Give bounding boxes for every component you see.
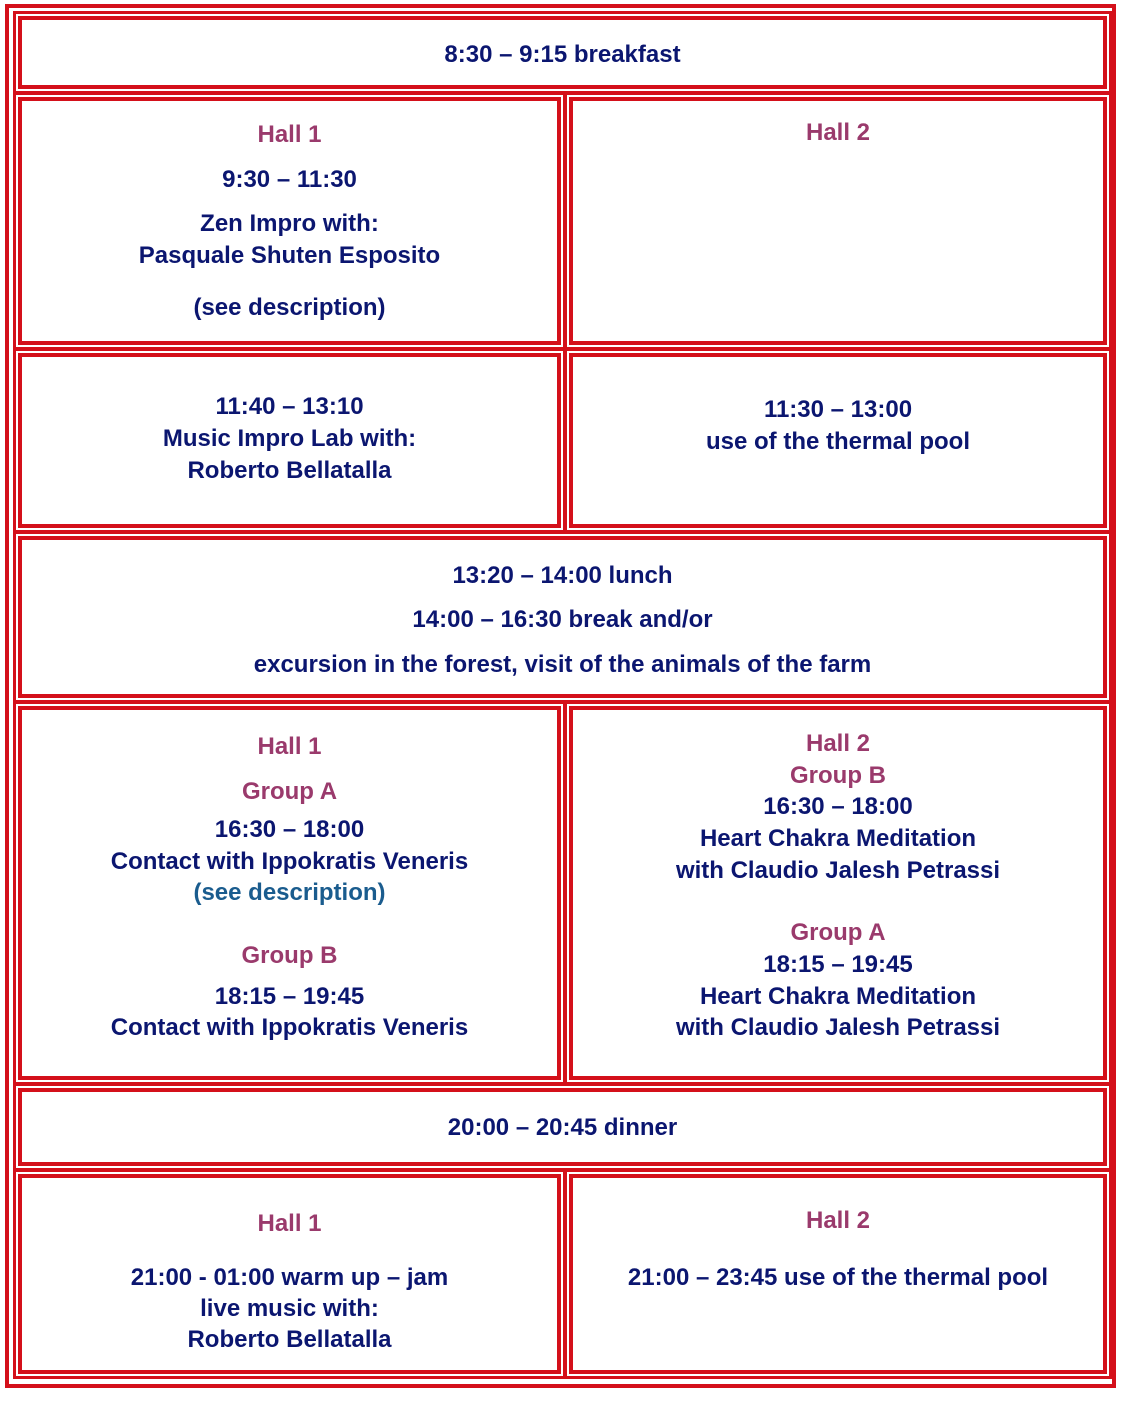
session-title: Heart Chakra Meditation xyxy=(699,983,977,1010)
hall-label: Hall 2 xyxy=(805,1207,871,1234)
group-label: Group A xyxy=(241,778,338,805)
afternoon-hall2-cell xyxy=(569,706,1107,1080)
group-label: Group A xyxy=(790,919,886,946)
session-title: Contact with Ippokratis Veneris xyxy=(110,848,469,875)
hall-label: Hall 2 xyxy=(805,119,871,146)
session-title: Zen Impro with: xyxy=(200,210,379,237)
morning-hall2-cell xyxy=(569,97,1107,345)
session-title: live music with: xyxy=(200,1295,379,1322)
hall-label: Hall 1 xyxy=(257,733,322,760)
hall-label: Hall 2 xyxy=(805,730,871,757)
evening-hall1-cell xyxy=(18,1174,561,1374)
evening-hall2-cell xyxy=(569,1174,1107,1374)
afternoon-hall1-cell xyxy=(18,706,561,1080)
morning-hall1-cell xyxy=(18,97,561,345)
breakfast-row xyxy=(18,16,1107,89)
hall-label: Hall 1 xyxy=(257,121,322,148)
session-teacher: Pasquale Shuten Esposito xyxy=(138,242,441,269)
dinner-row xyxy=(18,1088,1107,1166)
session-title: Music Impro Lab with: xyxy=(162,425,417,452)
session-time: 16:30 – 18:00 xyxy=(214,816,365,843)
session-teacher: with Claudio Jalesh Petrassi xyxy=(675,857,1001,884)
excursion-text: excursion in the forest, visit of the animals of the farm xyxy=(253,651,872,678)
session-time: 18:15 – 19:45 xyxy=(214,983,365,1010)
session-teacher: Roberto Bellatalla xyxy=(187,457,392,484)
dinner-text: 20:00 – 20:45 dinner xyxy=(447,1114,678,1141)
session-title: Heart Chakra Meditation xyxy=(699,825,977,852)
session-time: 18:15 – 19:45 xyxy=(763,951,913,978)
see-description-link[interactable]: (see description) xyxy=(193,294,386,321)
see-description-link[interactable]: (see description) xyxy=(193,879,386,906)
late-morning-left-cell xyxy=(18,353,561,528)
session-title: use of the thermal pool xyxy=(705,428,971,455)
session-time: 11:40 – 13:10 xyxy=(215,393,364,420)
group-label: Group B xyxy=(790,762,886,789)
breakfast-text: 8:30 – 9:15 breakfast xyxy=(444,41,681,68)
group-label: Group B xyxy=(241,942,338,969)
session-time: 11:30 – 13:00 xyxy=(763,396,913,423)
session-time: 21:00 - 01:00 warm up – jam xyxy=(130,1264,449,1291)
session-title: 21:00 – 23:45 use of the thermal pool xyxy=(627,1264,1049,1291)
session-teacher: with Claudio Jalesh Petrassi xyxy=(675,1014,1001,1041)
session-title: Contact with Ippokratis Veneris xyxy=(110,1014,469,1041)
midday-row xyxy=(18,536,1107,698)
session-time: 9:30 – 11:30 xyxy=(222,166,357,193)
break-text: 14:00 – 16:30 break and/or xyxy=(412,606,713,633)
session-teacher: Roberto Bellatalla xyxy=(187,1326,392,1353)
lunch-text: 13:20 – 14:00 lunch xyxy=(452,562,673,589)
session-time: 16:30 – 18:00 xyxy=(763,793,913,820)
hall-label: Hall 1 xyxy=(257,1210,322,1237)
late-morning-right-cell xyxy=(569,353,1107,528)
